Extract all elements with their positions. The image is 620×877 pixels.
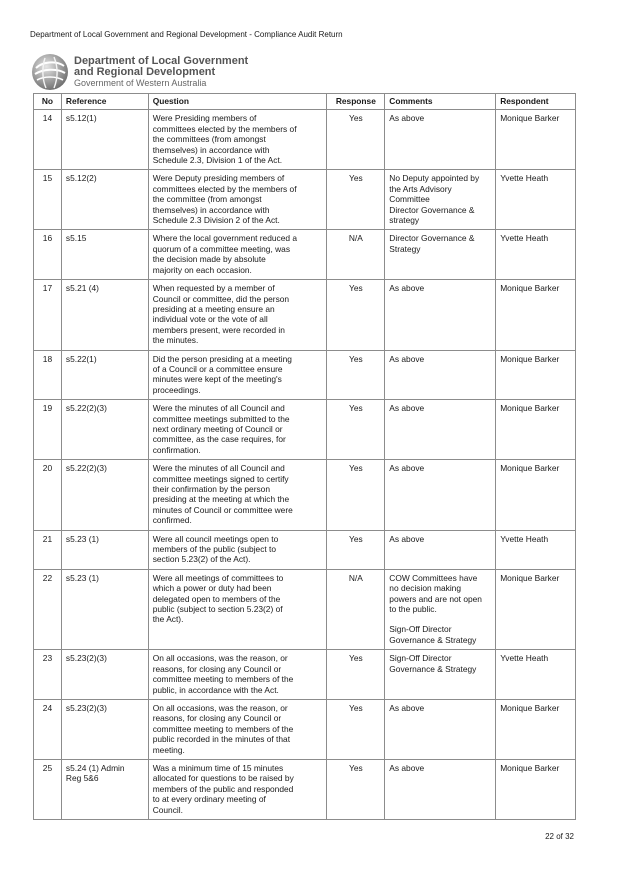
question-line: Were Presiding members of xyxy=(152,113,257,124)
comment-line: As above xyxy=(389,403,425,414)
cell-comments xyxy=(385,400,496,460)
reference-line: s5.12(2) xyxy=(65,173,97,184)
comment-line: Governance & Strategy xyxy=(389,634,477,645)
question-line: committees elected by the members of xyxy=(152,123,297,134)
department-logo xyxy=(30,52,248,92)
cell-comments xyxy=(385,230,496,280)
question-line: delegated open to members of the xyxy=(152,593,281,604)
cell-reference xyxy=(61,110,148,170)
question-line: Were the minutes of all Council and xyxy=(152,463,285,474)
cell-reference xyxy=(61,460,148,530)
cell-reference xyxy=(61,400,148,460)
comment-line: strategy xyxy=(389,215,420,226)
comment-line: Sign-Off Director xyxy=(389,624,452,635)
cell-question xyxy=(148,699,327,759)
cell-question xyxy=(148,759,327,819)
comment-line: As above xyxy=(389,702,425,713)
question-line: the committee (from amongst xyxy=(152,194,262,205)
question-line: Where the local government reduced a xyxy=(152,233,298,244)
comment-line: Director Governance & xyxy=(389,233,475,244)
col-header-comments: Comments xyxy=(385,94,496,110)
cell-no: 21 xyxy=(34,530,62,569)
cell-question xyxy=(148,569,327,649)
question-line: public (subject to section 5.23(2) of xyxy=(152,604,283,615)
cell-comments xyxy=(385,699,496,759)
cell-respondent: Monique Barker xyxy=(496,110,576,170)
question-line: of a Council or a committee ensure xyxy=(152,363,283,374)
comment-line: Director Governance & xyxy=(389,204,475,215)
cell-response: Yes xyxy=(327,350,385,400)
cell-response: Yes xyxy=(327,699,385,759)
cell-reference xyxy=(61,569,148,649)
comment-line: Strategy xyxy=(389,243,421,254)
question-line: quorum of a committee meeting, was xyxy=(152,243,291,254)
question-line: confirmation. xyxy=(152,444,201,455)
cell-reference xyxy=(61,280,148,350)
question-line: public recorded in the minutes of that xyxy=(152,734,291,745)
cell-comments xyxy=(385,759,496,819)
cell-response: Yes xyxy=(327,170,385,230)
cell-no: 20 xyxy=(34,460,62,530)
table-row xyxy=(34,699,576,759)
comment-line: powers and are not open xyxy=(389,593,482,604)
question-line: Were all council meetings open to xyxy=(152,533,279,544)
question-line: committee meeting to members of the xyxy=(152,723,294,734)
cell-no: 22 xyxy=(34,569,62,649)
cell-no: 17 xyxy=(34,280,62,350)
question-line: members of the public and responded xyxy=(152,783,294,794)
table-row xyxy=(34,650,576,700)
question-line: Was a minimum time of 15 minutes xyxy=(152,762,284,773)
question-line: the minutes. xyxy=(152,335,199,346)
cell-response: Yes xyxy=(327,400,385,460)
question-line: Council or committee, did the person xyxy=(152,293,290,304)
question-line: committees elected by the members of xyxy=(152,183,297,194)
cell-question xyxy=(148,350,327,400)
question-line: minutes of Council or committee were xyxy=(152,504,293,515)
cell-response: Yes xyxy=(327,650,385,700)
cell-respondent: Monique Barker xyxy=(496,699,576,759)
cell-response: Yes xyxy=(327,530,385,569)
cell-reference xyxy=(61,530,148,569)
table-row xyxy=(34,460,576,530)
table-row xyxy=(34,280,576,350)
cell-comments xyxy=(385,530,496,569)
comment-line: As above xyxy=(389,533,425,544)
table-row xyxy=(34,350,576,400)
cell-question xyxy=(148,170,327,230)
question-line: When requested by a member of xyxy=(152,283,275,294)
question-line: the committees (from amongst xyxy=(152,134,266,145)
question-line: On all occasions, was the reason, or xyxy=(152,653,288,664)
compliance-audit-table xyxy=(33,93,576,820)
cell-respondent: Monique Barker xyxy=(496,280,576,350)
reference-line: s5.22(2)(3) xyxy=(65,403,107,414)
cell-comments xyxy=(385,110,496,170)
cell-respondent: Monique Barker xyxy=(496,569,576,649)
comment-line xyxy=(389,614,491,624)
cell-respondent: Monique Barker xyxy=(496,759,576,819)
cell-reference xyxy=(61,650,148,700)
comment-line: Sign-Off Director xyxy=(389,653,452,664)
question-line: minutes were kept of the meeting's xyxy=(152,374,282,385)
question-line: themselves) in accordance with xyxy=(152,144,270,155)
cell-no: 23 xyxy=(34,650,62,700)
logo-line-1: Department of Local Government xyxy=(74,54,249,67)
cell-response: Yes xyxy=(327,460,385,530)
comment-line: the Arts Advisory xyxy=(389,183,452,194)
comment-line: No Deputy appointed by xyxy=(389,173,480,184)
cell-respondent: Monique Barker xyxy=(496,350,576,400)
cell-response: Yes xyxy=(327,280,385,350)
comment-line: As above xyxy=(389,762,425,773)
question-line: members present, were recorded in xyxy=(152,324,285,335)
cell-comments xyxy=(385,350,496,400)
reference-line: Reg 5&6 xyxy=(65,773,99,784)
cell-comments xyxy=(385,460,496,530)
reference-line: s5.23 (1) xyxy=(65,533,99,544)
question-line: individual vote or the vote of all xyxy=(152,314,268,325)
question-line: next ordinary meeting of Council or xyxy=(152,423,283,434)
question-line: Council. xyxy=(152,804,183,815)
table-header-row xyxy=(34,94,576,110)
question-line: committee meetings submitted to the xyxy=(152,413,290,424)
cell-question xyxy=(148,110,327,170)
comment-line: Governance & Strategy xyxy=(389,663,477,674)
question-line: themselves) in accordance with xyxy=(152,204,270,215)
comment-line: As above xyxy=(389,283,425,294)
cell-no: 25 xyxy=(34,759,62,819)
question-line: proceedings. xyxy=(152,384,201,395)
cell-question xyxy=(148,460,327,530)
comment-line: As above xyxy=(389,463,425,474)
table-row xyxy=(34,759,576,819)
comment-line: As above xyxy=(389,113,425,124)
cell-respondent: Yvette Heath xyxy=(496,650,576,700)
question-line: Schedule 2.3 Division 2 of the Act. xyxy=(152,215,280,226)
document-header: Department of Local Government and Regional Development - Compliance Audit Return xyxy=(30,30,343,39)
cell-no: 19 xyxy=(34,400,62,460)
cell-question xyxy=(148,530,327,569)
cell-no: 16 xyxy=(34,230,62,280)
cell-reference xyxy=(61,699,148,759)
cell-response: Yes xyxy=(327,110,385,170)
question-line: to at every ordinary meeting of xyxy=(152,794,266,805)
question-line: which a power or duty had been xyxy=(152,583,272,594)
reference-line: s5.15 xyxy=(65,233,87,244)
question-line: Were Deputy presiding members of xyxy=(152,173,285,184)
cell-respondent: Yvette Heath xyxy=(496,230,576,280)
col-header-reference: Reference xyxy=(61,94,148,110)
question-line: public, in accordance with the Act. xyxy=(152,684,279,695)
cell-comments xyxy=(385,280,496,350)
reference-line: s5.24 (1) Admin xyxy=(65,762,125,773)
question-line: reasons, for closing any Council or xyxy=(152,663,282,674)
reference-line: s5.22(1) xyxy=(65,353,97,364)
reference-line: s5.21 (4) xyxy=(65,283,99,294)
cell-reference xyxy=(61,230,148,280)
cell-no: 14 xyxy=(34,110,62,170)
question-line: Were all meetings of committees to xyxy=(152,572,284,583)
cell-response: N/A xyxy=(327,230,385,280)
cell-reference xyxy=(61,759,148,819)
cell-question xyxy=(148,230,327,280)
reference-line: s5.23(2)(3) xyxy=(65,653,107,664)
comment-line: As above xyxy=(389,353,425,364)
reference-line: s5.23(2)(3) xyxy=(65,702,107,713)
reference-line: s5.22(2)(3) xyxy=(65,463,107,474)
question-line: committee meetings signed to certify xyxy=(152,473,289,484)
cell-comments xyxy=(385,650,496,700)
cell-respondent: Yvette Heath xyxy=(496,530,576,569)
globe-emblem-icon xyxy=(30,52,70,92)
question-line: allocated for questions to be raised by xyxy=(152,773,294,784)
cell-no: 18 xyxy=(34,350,62,400)
cell-comments xyxy=(385,170,496,230)
reference-line: s5.23 (1) xyxy=(65,572,99,583)
cell-no: 15 xyxy=(34,170,62,230)
question-line: meeting. xyxy=(152,744,185,755)
question-line: confirmed. xyxy=(152,515,192,526)
question-line: majority on each occasion. xyxy=(152,264,252,275)
question-line: Did the person presiding at a meeting xyxy=(152,353,292,364)
question-line: the Act). xyxy=(152,614,184,625)
cell-no: 24 xyxy=(34,699,62,759)
cell-respondent: Monique Barker xyxy=(496,400,576,460)
table-row xyxy=(34,170,576,230)
page-number: 22 of 32 xyxy=(545,832,574,841)
logo-line-3: Government of Western Australia xyxy=(74,77,207,88)
comment-line: to the public. xyxy=(389,604,437,615)
cell-respondent: Monique Barker xyxy=(496,460,576,530)
comment-line: Committee xyxy=(389,194,430,205)
cell-reference xyxy=(61,170,148,230)
table-row xyxy=(34,569,576,649)
reference-line: s5.12(1) xyxy=(65,113,97,124)
question-line: section 5.23(2) of the Act). xyxy=(152,554,251,565)
comment-line: no decision making xyxy=(389,583,461,594)
table-row xyxy=(34,400,576,460)
col-header-no: No xyxy=(34,94,62,110)
col-header-response: Response xyxy=(327,94,385,110)
question-line: members of the public (subject to xyxy=(152,544,277,555)
cell-comments xyxy=(385,569,496,649)
question-line: presiding at the meeting at which the xyxy=(152,494,290,505)
table-row xyxy=(34,530,576,569)
cell-reference xyxy=(61,350,148,400)
logo-line-2: and Regional Development xyxy=(74,65,216,78)
col-header-question: Question xyxy=(148,94,327,110)
comment-line: COW Committees have xyxy=(389,572,478,583)
question-line: reasons, for closing any Council or xyxy=(152,713,282,724)
question-line: presiding at a meeting ensure an xyxy=(152,303,275,314)
question-line: Were the minutes of all Council and xyxy=(152,403,285,414)
table-row xyxy=(34,230,576,280)
question-line: the decision made by absolute xyxy=(152,254,266,265)
cell-question xyxy=(148,400,327,460)
question-line: Schedule 2.3, Division 1 of the Act. xyxy=(152,155,283,166)
cell-question xyxy=(148,650,327,700)
question-line: committee meeting to members of the xyxy=(152,674,294,685)
table-row xyxy=(34,110,576,170)
question-line: On all occasions, was the reason, or xyxy=(152,702,288,713)
col-header-respondent: Respondent xyxy=(496,94,576,110)
question-line: committee, as the case requires, for xyxy=(152,434,286,445)
cell-respondent: Yvette Heath xyxy=(496,170,576,230)
cell-response: Yes xyxy=(327,759,385,819)
cell-question xyxy=(148,280,327,350)
question-line: their confirmation by the person xyxy=(152,484,270,494)
cell-response: N/A xyxy=(327,569,385,649)
